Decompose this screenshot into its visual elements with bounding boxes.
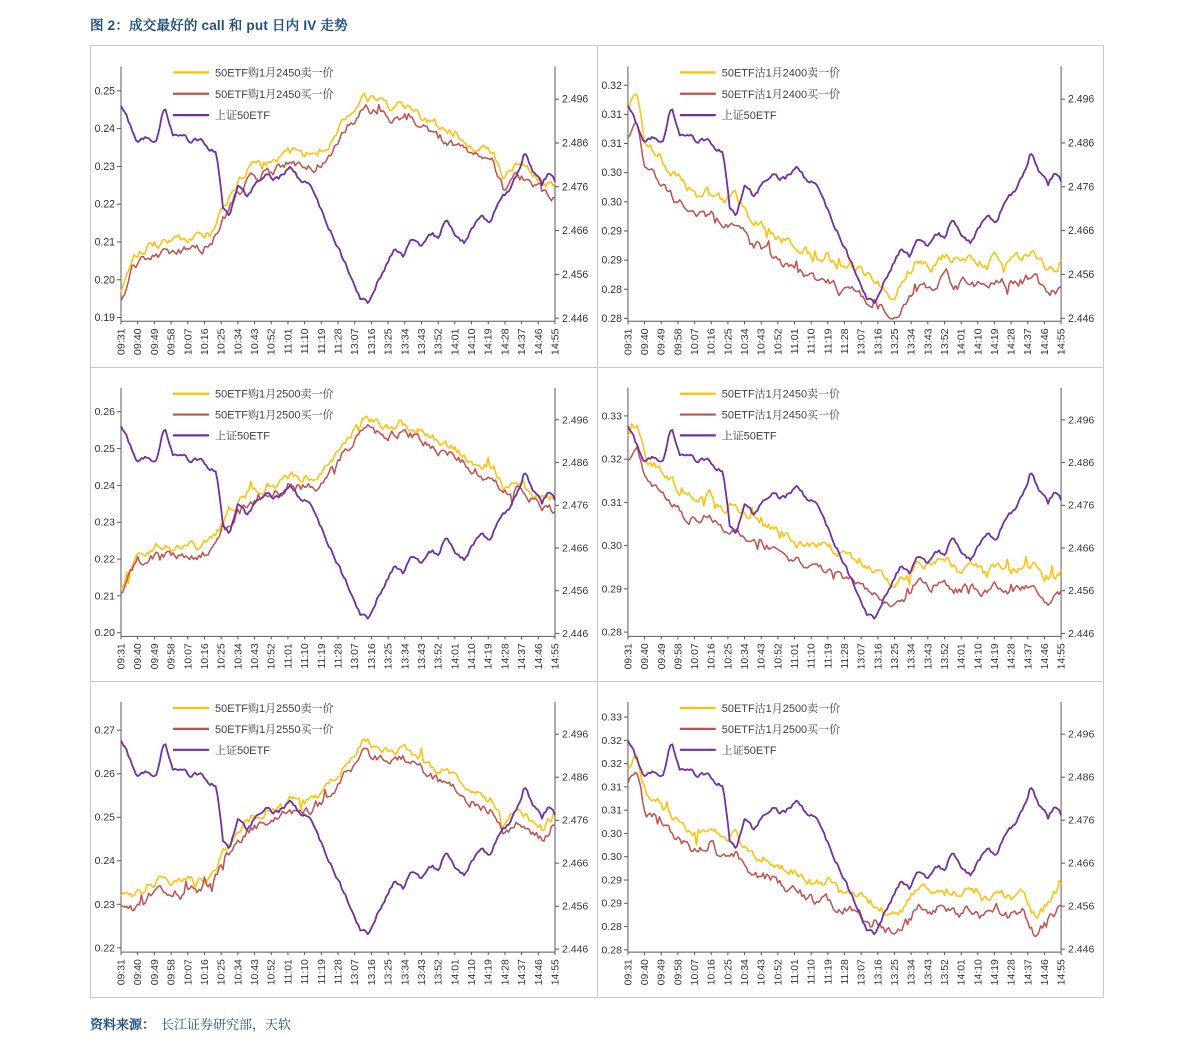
x-axis-label: 10:34 [233, 643, 245, 670]
x-axis-label: 14:37 [517, 643, 529, 670]
x-axis-label: 11:19 [822, 328, 835, 355]
x-axis-label: 14:01 [955, 328, 968, 356]
x-axis-label: 14:37 [1022, 328, 1035, 356]
x-axis-label: 13:43 [416, 959, 428, 986]
x-axis-label: 13:34 [399, 328, 412, 356]
x-axis-label: 11:10 [300, 959, 312, 985]
right-axis-label: 2.446 [562, 628, 589, 640]
x-axis-label: 10:34 [233, 959, 245, 986]
x-axis-label: 09:40 [640, 643, 652, 670]
x-axis-label: 11:28 [333, 959, 345, 985]
right-axis-label: 2.446 [1068, 944, 1095, 956]
left-axis-label: 0.25 [94, 812, 115, 824]
etf-price-line [121, 426, 555, 618]
right-axis-label: 2.446 [1068, 312, 1095, 325]
x-axis-label: 10:07 [690, 959, 702, 986]
x-axis-label: 09:31 [623, 959, 635, 986]
right-axis-label: 2.496 [562, 729, 589, 741]
x-axis-label: 14:10 [466, 328, 479, 356]
left-axis-label: 0.23 [94, 517, 115, 529]
chart-svg-4 [598, 368, 1103, 681]
x-axis-label: 09:58 [165, 328, 178, 356]
bid-price-line [628, 447, 1061, 607]
legend-label-1: 50ETF沽1月2400卖一价 [721, 67, 840, 80]
right-axis-label: 2.496 [562, 93, 589, 106]
left-axis-label: 0.26 [94, 769, 115, 781]
x-axis-label: 14:01 [449, 328, 462, 356]
left-axis-label: 0.29 [601, 225, 622, 238]
ask-price-line [121, 93, 555, 292]
x-axis-label: 09:31 [622, 328, 635, 356]
legend-label-3: 上证50ETF [215, 744, 270, 757]
x-axis-label: 13:25 [382, 328, 395, 356]
chart-svg-3 [91, 368, 597, 681]
right-axis-label: 2.486 [1068, 772, 1095, 784]
x-axis-label: 13:43 [416, 643, 428, 670]
x-axis-label: 13:43 [922, 328, 935, 356]
x-axis-label: 10:07 [183, 643, 195, 670]
x-axis-label: 10:52 [266, 959, 278, 986]
right-axis-label: 2.476 [1068, 181, 1095, 194]
x-axis-label: 10:16 [705, 328, 718, 356]
x-axis-label: 13:16 [872, 328, 885, 356]
legend-label-3: 上证50ETF [721, 744, 777, 757]
x-axis-label: 09:49 [148, 328, 161, 356]
x-axis-label: 11:28 [332, 328, 345, 355]
right-axis-label: 2.446 [1068, 628, 1095, 640]
left-axis-label: 0.23 [94, 899, 115, 911]
x-axis-label: 10:34 [232, 328, 245, 356]
x-axis-label: 09:31 [116, 643, 128, 670]
x-axis-label: 10:07 [690, 643, 702, 670]
x-axis-label: 14:46 [1039, 959, 1051, 986]
x-axis-label: 13:07 [349, 328, 362, 356]
left-axis-label: 0.24 [94, 480, 115, 492]
chart-panel-put-2400 [598, 45, 1104, 368]
x-axis-label: 09:58 [166, 643, 178, 670]
chart-svg-6 [598, 682, 1103, 997]
bid-price-line [121, 105, 555, 301]
x-axis-label: 13:52 [939, 959, 951, 986]
x-axis-label: 09:40 [133, 643, 145, 670]
x-axis-label: 13:34 [906, 959, 918, 986]
etf-price-line [121, 106, 555, 303]
x-axis-label: 10:52 [772, 328, 785, 356]
left-axis-label: 0.23 [94, 160, 115, 173]
x-axis-label: 10:25 [216, 959, 228, 986]
x-axis-label: 09:58 [673, 643, 685, 670]
x-axis-label: 14:19 [483, 643, 495, 670]
x-axis-label: 14:01 [450, 959, 462, 986]
x-axis-label: 10:25 [216, 643, 228, 670]
x-axis-label: 09:58 [673, 959, 685, 986]
source-line [90, 1014, 291, 1033]
right-axis-label: 2.496 [562, 415, 589, 427]
right-axis-label: 2.476 [562, 500, 589, 512]
x-axis-label: 10:43 [756, 643, 768, 670]
x-axis-label: 14:28 [500, 959, 512, 986]
x-axis-label: 14:55 [549, 328, 562, 356]
x-axis-label: 10:34 [740, 959, 752, 986]
x-axis-label: 11:10 [299, 328, 312, 355]
x-axis-label: 13:43 [923, 643, 935, 670]
legend-label-3: 上证50ETF [215, 430, 270, 443]
left-axis-label: 0.25 [94, 85, 115, 98]
chart-svg-1 [91, 46, 597, 367]
x-axis-label: 14:37 [516, 328, 529, 356]
left-axis-label: 0.21 [94, 236, 115, 249]
left-axis-label: 0.19 [94, 311, 115, 325]
left-axis-label: 0.28 [601, 627, 622, 639]
legend-label-2: 50ETF购1月2550买一价 [215, 723, 334, 736]
x-axis-label: 10:52 [773, 643, 785, 670]
x-axis-label: 13:07 [856, 959, 868, 986]
etf-price-line [121, 741, 555, 934]
x-axis-label: 14:28 [1006, 643, 1018, 670]
x-axis-label: 10:43 [249, 328, 262, 356]
right-axis-label: 2.456 [562, 586, 589, 598]
x-axis-label: 11:01 [283, 643, 295, 669]
x-axis-label: 13:52 [939, 328, 951, 356]
x-axis-label: 10:34 [739, 328, 752, 356]
x-axis-label: 09:40 [640, 959, 652, 986]
x-axis-label: 10:43 [250, 959, 262, 986]
x-axis-label: 14:10 [973, 959, 985, 986]
left-axis-label: 0.29 [601, 254, 622, 267]
legend-label-2: 50ETF沽1月2500买一价 [721, 723, 841, 736]
legend-label-2: 50ETF沽1月2400买一价 [721, 88, 840, 101]
x-axis-label: 13:52 [432, 328, 445, 356]
x-axis-label: 13:16 [873, 959, 885, 986]
x-axis-label: 09:31 [623, 643, 635, 670]
x-axis-label: 14:19 [989, 959, 1001, 986]
legend-label-3: 上证50ETF [215, 110, 270, 123]
x-axis-label: 13:07 [350, 643, 362, 670]
x-axis-label: 14:37 [1023, 643, 1035, 670]
x-axis-label: 14:10 [467, 959, 479, 986]
x-axis-label: 10:16 [706, 959, 718, 986]
legend-label-1: 50ETF沽1月2450卖一价 [721, 388, 840, 401]
right-axis-label: 2.486 [562, 772, 589, 784]
x-axis-label: 14:28 [499, 328, 512, 356]
x-axis-label: 14:19 [989, 643, 1001, 670]
left-axis-label: 0.28 [601, 922, 622, 934]
x-axis-label: 13:07 [350, 959, 362, 986]
legend-label-3: 上证50ETF [721, 110, 777, 123]
x-axis-label: 13:16 [366, 959, 378, 986]
right-axis-label: 2.466 [562, 225, 589, 238]
x-axis-label: 11:01 [789, 328, 802, 355]
x-axis-label: 11:10 [805, 328, 818, 355]
left-axis-label: 0.31 [601, 805, 622, 817]
x-axis-label: 11:10 [806, 959, 818, 985]
x-axis-label: 14:01 [956, 959, 968, 986]
right-axis-label: 2.496 [1068, 415, 1095, 427]
left-axis-label: 0.32 [601, 454, 622, 466]
left-axis-label: 0.32 [601, 759, 622, 771]
legend-label-3: 上证50ETF [721, 430, 777, 443]
x-axis-label: 11:01 [790, 959, 802, 985]
etf-price-line [628, 426, 1061, 618]
x-axis-label: 11:01 [282, 328, 295, 355]
legend-label-1: 50ETF购1月2500卖一价 [215, 388, 334, 401]
x-axis-label: 11:19 [823, 959, 835, 985]
x-axis-label: 14:55 [1056, 959, 1068, 986]
chart-grid [90, 45, 1104, 998]
x-axis-label: 10:52 [773, 959, 785, 986]
x-axis-label: 13:25 [383, 643, 395, 670]
left-axis-label: 0.28 [601, 945, 622, 957]
x-axis-label: 13:34 [905, 328, 918, 356]
x-axis-label: 11:28 [839, 643, 852, 669]
left-axis-label: 0.29 [601, 898, 622, 910]
x-axis-label: 11:19 [315, 328, 328, 355]
left-axis-label: 0.29 [601, 584, 622, 596]
x-axis-label: 13:16 [365, 328, 378, 356]
right-axis-label: 2.466 [1068, 225, 1095, 238]
right-axis-label: 2.496 [1068, 93, 1095, 106]
x-axis-label: 14:55 [550, 643, 562, 670]
x-axis-label: 11:01 [283, 959, 295, 985]
figure-title: 图 2：成交最好的 call 和 put 日内 IV 走势 [90, 18, 348, 33]
x-axis-label: 09:40 [132, 328, 145, 356]
x-axis-label: 14:01 [956, 643, 968, 670]
x-axis-label: 13:34 [400, 959, 412, 986]
x-axis-label: 13:25 [889, 643, 901, 670]
x-axis-label: 14:10 [973, 643, 985, 670]
x-axis-label: 13:34 [906, 643, 918, 670]
left-axis-label: 0.31 [601, 782, 622, 794]
left-axis-label: 0.29 [601, 875, 622, 887]
x-axis-label: 14:55 [550, 959, 562, 986]
x-axis-label: 09:49 [656, 959, 668, 986]
right-axis-label: 2.456 [562, 268, 589, 281]
left-axis-label: 0.20 [94, 274, 115, 287]
left-axis-label: 0.30 [601, 828, 622, 840]
left-axis-label: 0.25 [94, 444, 115, 456]
x-axis-label: 10:52 [266, 643, 278, 670]
left-axis-label: 0.28 [601, 312, 622, 325]
left-axis-label: 0.24 [94, 123, 115, 136]
left-axis-label: 0.22 [94, 198, 115, 211]
left-axis-label: 0.21 [94, 591, 115, 603]
x-axis-label: 09:58 [166, 959, 178, 986]
left-axis-label: 0.30 [601, 167, 622, 180]
x-axis-label: 10:07 [689, 328, 702, 356]
x-axis-label: 14:46 [532, 328, 545, 356]
chart-panel-call-2450 [90, 45, 598, 368]
right-axis-label: 2.496 [1068, 729, 1095, 741]
x-axis-label: 11:10 [300, 643, 312, 669]
chart-panel-call-2500 [90, 368, 598, 682]
right-axis-label: 2.466 [1068, 543, 1095, 555]
right-axis-label: 2.456 [562, 901, 589, 913]
x-axis-label: 14:01 [450, 643, 462, 670]
x-axis-label: 09:49 [149, 959, 161, 986]
right-axis-label: 2.486 [562, 458, 589, 470]
x-axis-label: 14:46 [1038, 328, 1051, 356]
x-axis-label: 13:52 [433, 643, 445, 670]
chart-panel-put-2500 [598, 682, 1104, 998]
etf-price-line [628, 106, 1061, 303]
legend-label-1: 50ETF购1月2550卖一价 [215, 702, 334, 715]
x-axis-label: 13:52 [939, 643, 951, 670]
x-axis-label: 10:52 [265, 328, 278, 356]
left-axis-label: 0.28 [601, 283, 622, 296]
right-axis-label: 2.466 [1068, 858, 1095, 870]
x-axis-label: 13:07 [855, 328, 868, 356]
right-axis-label: 2.476 [1068, 500, 1095, 512]
x-axis-label: 10:25 [722, 328, 735, 356]
x-axis-label: 13:16 [873, 643, 885, 670]
left-axis-label: 0.33 [601, 712, 622, 724]
x-axis-label: 14:19 [483, 959, 495, 986]
ask-price-line [121, 739, 555, 897]
right-axis-label: 2.486 [1068, 458, 1095, 470]
x-axis-label: 14:55 [1055, 328, 1068, 356]
x-axis-label: 10:16 [199, 643, 211, 670]
x-axis-label: 14:10 [972, 328, 985, 356]
right-axis-label: 2.466 [562, 543, 589, 555]
left-axis-label: 0.31 [601, 108, 622, 121]
x-axis-label: 09:31 [116, 959, 128, 986]
left-axis-label: 0.22 [94, 943, 115, 955]
right-axis-label: 2.456 [1068, 586, 1095, 598]
right-axis-label: 2.486 [1068, 137, 1095, 150]
right-axis-label: 2.486 [562, 137, 589, 150]
legend-label-2: 50ETF购1月2500买一价 [215, 409, 334, 422]
right-axis-label: 2.476 [562, 181, 589, 194]
right-axis-label: 2.466 [562, 858, 589, 870]
x-axis-label: 13:25 [889, 959, 901, 986]
x-axis-label: 14:28 [500, 643, 512, 670]
x-axis-label: 14:46 [1039, 643, 1051, 670]
left-axis-label: 0.30 [601, 541, 622, 553]
x-axis-label: 10:43 [756, 959, 768, 986]
x-axis-label: 11:28 [840, 959, 852, 985]
source-text: 长江证券研究部，天软 [161, 1017, 292, 1032]
x-axis-label: 10:16 [706, 643, 718, 670]
x-axis-label: 10:16 [199, 959, 211, 986]
chart-panel-call-2550 [90, 682, 598, 998]
x-axis-label: 11:19 [823, 643, 835, 669]
chart-svg-5 [91, 682, 597, 997]
x-axis-label: 13:43 [416, 328, 428, 356]
x-axis-label: 14:28 [1005, 328, 1018, 356]
x-axis-label: 09:40 [639, 328, 652, 356]
x-axis-label: 10:25 [215, 328, 228, 356]
x-axis-label: 09:40 [133, 959, 145, 986]
x-axis-label: 10:25 [723, 959, 735, 986]
x-axis-label: 11:10 [806, 643, 818, 669]
x-axis-label: 10:34 [740, 643, 752, 670]
right-axis-label: 2.476 [1068, 815, 1095, 827]
x-axis-label: 14:46 [533, 959, 545, 986]
x-axis-label: 14:19 [989, 328, 1001, 356]
x-axis-label: 14:37 [1023, 959, 1035, 986]
left-axis-label: 0.24 [94, 856, 115, 868]
x-axis-label: 11:01 [789, 643, 802, 669]
x-axis-label: 13:25 [889, 328, 901, 356]
x-axis-label: 14:10 [467, 643, 479, 670]
x-axis-label: 13:07 [856, 643, 868, 670]
left-axis-label: 0.26 [94, 407, 115, 419]
x-axis-label: 11:28 [839, 328, 851, 355]
legend-label-2: 50ETF沽1月2450买一价 [721, 409, 840, 422]
chart-svg-2 [598, 46, 1103, 367]
left-axis-label: 0.22 [94, 554, 115, 566]
right-axis-label: 2.456 [1068, 268, 1095, 281]
x-axis-label: 11:28 [333, 643, 345, 669]
right-axis-label: 2.446 [562, 944, 589, 956]
chart-panel-put-2450 [598, 368, 1104, 682]
x-axis-label: 14:55 [1056, 643, 1068, 670]
x-axis-label: 09:49 [149, 643, 161, 670]
left-axis-label: 0.30 [601, 852, 622, 864]
x-axis-label: 10:43 [755, 328, 768, 356]
x-axis-label: 11:19 [316, 643, 328, 669]
x-axis-label: 10:07 [182, 328, 195, 356]
x-axis-label: 11:19 [316, 959, 328, 985]
left-axis-label: 0.31 [601, 497, 622, 509]
x-axis-label: 13:25 [383, 959, 395, 986]
right-axis-label: 2.446 [562, 312, 589, 325]
x-axis-label: 14:28 [1006, 959, 1018, 986]
x-axis-label: 10:07 [183, 959, 195, 986]
x-axis-label: 09:58 [672, 328, 685, 356]
x-axis-label: 10:43 [250, 643, 262, 670]
x-axis-label: 10:25 [723, 643, 735, 670]
x-axis-label: 09:31 [115, 328, 128, 356]
left-axis-label: 0.32 [601, 79, 622, 92]
left-axis-label: 0.20 [94, 628, 115, 640]
x-axis-label: 13:43 [923, 959, 935, 986]
x-axis-label: 09:49 [655, 328, 668, 356]
ask-price-line [628, 756, 1061, 918]
x-axis-label: 10:16 [199, 328, 211, 356]
left-axis-label: 0.30 [601, 196, 622, 209]
x-axis-label: 14:19 [482, 328, 495, 356]
left-axis-label: 0.33 [601, 411, 622, 423]
left-axis-label: 0.27 [94, 725, 115, 737]
x-axis-label: 13:52 [433, 959, 445, 986]
x-axis-label: 14:46 [533, 643, 545, 670]
x-axis-label: 09:49 [656, 643, 668, 670]
legend-label-1: 50ETF购1月2450卖一价 [215, 67, 334, 80]
x-axis-label: 13:34 [400, 643, 412, 670]
x-axis-label: 14:37 [517, 959, 529, 986]
legend-label-1: 50ETF沽1月2500卖一价 [721, 702, 841, 715]
x-axis-label: 13:16 [366, 643, 378, 670]
left-axis-label: 0.31 [601, 138, 622, 151]
ask-price-line [121, 416, 555, 588]
right-axis-label: 2.476 [562, 815, 589, 827]
source-label: 资料来源： [90, 1017, 156, 1032]
ask-price-line [628, 94, 1061, 299]
legend-label-2: 50ETF购1月2450买一价 [215, 88, 334, 101]
left-axis-label: 0.32 [601, 735, 622, 747]
right-axis-label: 2.456 [1068, 901, 1095, 913]
